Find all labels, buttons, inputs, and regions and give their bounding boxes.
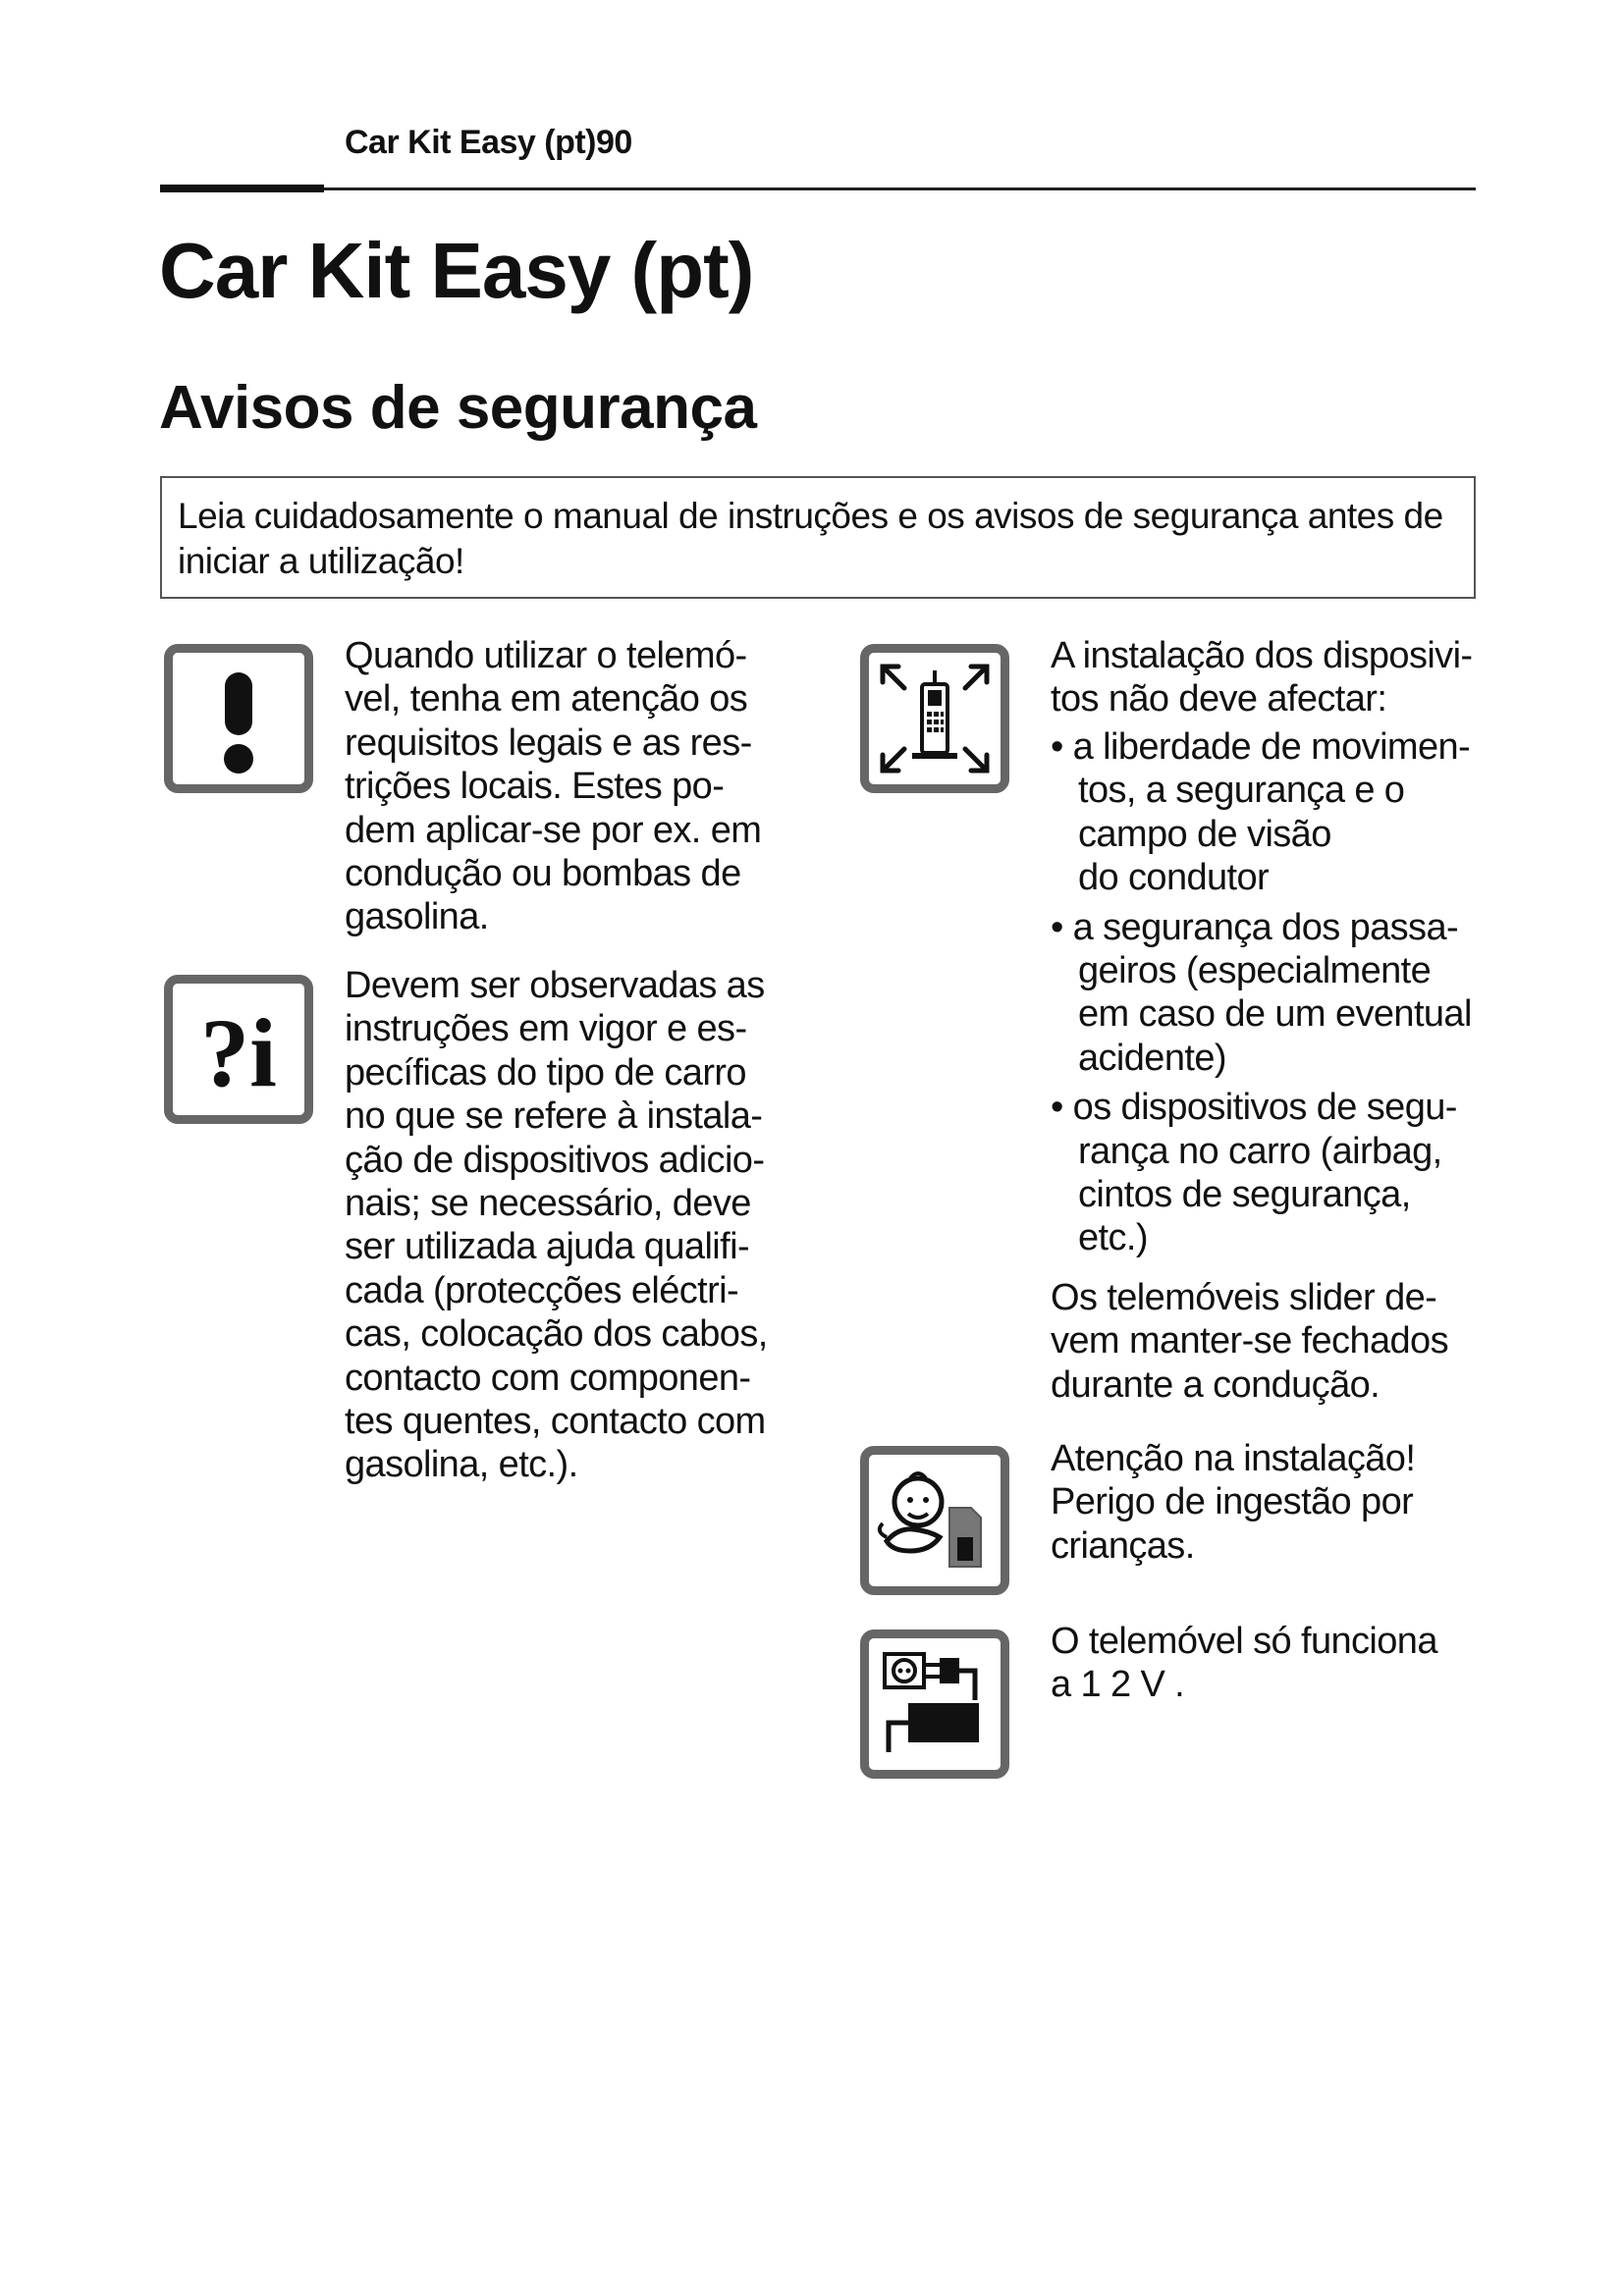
list-item [1051, 1086, 1472, 1260]
ingestion-warning-text [1051, 1437, 1415, 1568]
text-line: • a segurança dos passa- [1051, 906, 1459, 948]
text-line: rança no carro (airbag, [1078, 1130, 1442, 1172]
text-line: contacto com componen- [345, 1357, 751, 1399]
text-line: Quando utilizar o telemó- [345, 635, 747, 676]
text-line: dem aplicar-se por ex. em [345, 809, 762, 851]
header-rule [160, 187, 1476, 190]
text-line: gasolina. [345, 896, 489, 938]
voltage-text [1051, 1620, 1437, 1707]
text-line: geiros (especialmente [1078, 950, 1432, 992]
installation-intro-text [1051, 634, 1472, 721]
text-line: crianças. [1051, 1524, 1195, 1567]
text-line: tos não deve afectar: [1051, 678, 1387, 721]
text-line: gasolina, etc.). [345, 1444, 578, 1486]
text-line: pecíficas do tipo de carro [345, 1051, 746, 1094]
text-line: em caso de um eventual [1078, 993, 1472, 1036]
text-line: a 1 2 V . [1051, 1664, 1185, 1706]
question-info-glyph: ?i [200, 998, 277, 1107]
text-line: vem manter-se fechados [1051, 1320, 1448, 1362]
list-item [1051, 906, 1472, 1081]
exclamation-icon [164, 644, 313, 793]
text-line: instruções em vigor e es- [345, 1008, 747, 1050]
text-line: • os dispositivos de segu- [1051, 1087, 1457, 1129]
text-line: campo de visão [1078, 813, 1331, 855]
text-line: cas, colocação dos cabos, [345, 1313, 768, 1356]
text-line: nais; se necessário, deve [345, 1183, 751, 1225]
list-item [1051, 725, 1472, 900]
legal-requirements-text [345, 634, 761, 939]
text-line: etc.) [1078, 1217, 1148, 1259]
power-supply-icon [860, 1629, 1009, 1779]
vehicle-instructions-text [345, 964, 768, 1487]
text-line: Perigo de ingestão por [1051, 1481, 1414, 1523]
text-line: ser utilizada ajuda qualifi- [345, 1226, 749, 1268]
installation-bullet-list [1051, 725, 1472, 1266]
text-line: A instalação dos disposivi- [1051, 635, 1473, 676]
text-line: • a liberdade de movimen- [1051, 726, 1471, 768]
page-title: Car Kit Easy (pt) [159, 227, 754, 314]
phone-space-icon [860, 644, 1009, 793]
text-line: vel, tenha em atenção os [345, 678, 748, 721]
text-line: tes quentes, contacto com [345, 1401, 766, 1443]
text-line: tos, a segurança e o [1078, 770, 1405, 812]
safety-notice-box [160, 476, 1476, 599]
text-line: acidente) [1078, 1037, 1226, 1079]
notice-line: iniciar a utilização! [178, 541, 464, 581]
text-line: ção de dispositivos adicio- [345, 1139, 765, 1181]
text-line: cada (protecções eléctri- [345, 1269, 739, 1311]
text-line: cintos de segurança, [1078, 1174, 1411, 1216]
notice-line: Leia cuidadosamente o manual de instruções e os avisos de segurança antes de [178, 496, 1443, 536]
text-line: requisitos legais e as res- [345, 721, 752, 764]
child-sim-icon [860, 1446, 1009, 1595]
text-line: condução ou bombas de [345, 853, 741, 895]
text-line: Os telemóveis slider de- [1051, 1277, 1437, 1318]
section-title: Avisos de segurança [159, 374, 757, 442]
slider-phones-text [1051, 1276, 1448, 1407]
header-rule-accent [160, 185, 324, 192]
text-line: Atenção na instalação! [1051, 1438, 1416, 1479]
text-line: no que se refere à instala- [345, 1095, 763, 1138]
text-line: trições locais. Estes po- [345, 766, 725, 808]
text-line: O telemóvel só funciona [1051, 1621, 1437, 1662]
text-line: durante a condução. [1051, 1363, 1380, 1406]
running-header: Car Kit Easy (pt)90 [345, 124, 632, 161]
text-line: do condutor [1078, 857, 1270, 899]
text-line: Devem ser observadas as [345, 965, 765, 1006]
question-info-icon [164, 975, 313, 1124]
